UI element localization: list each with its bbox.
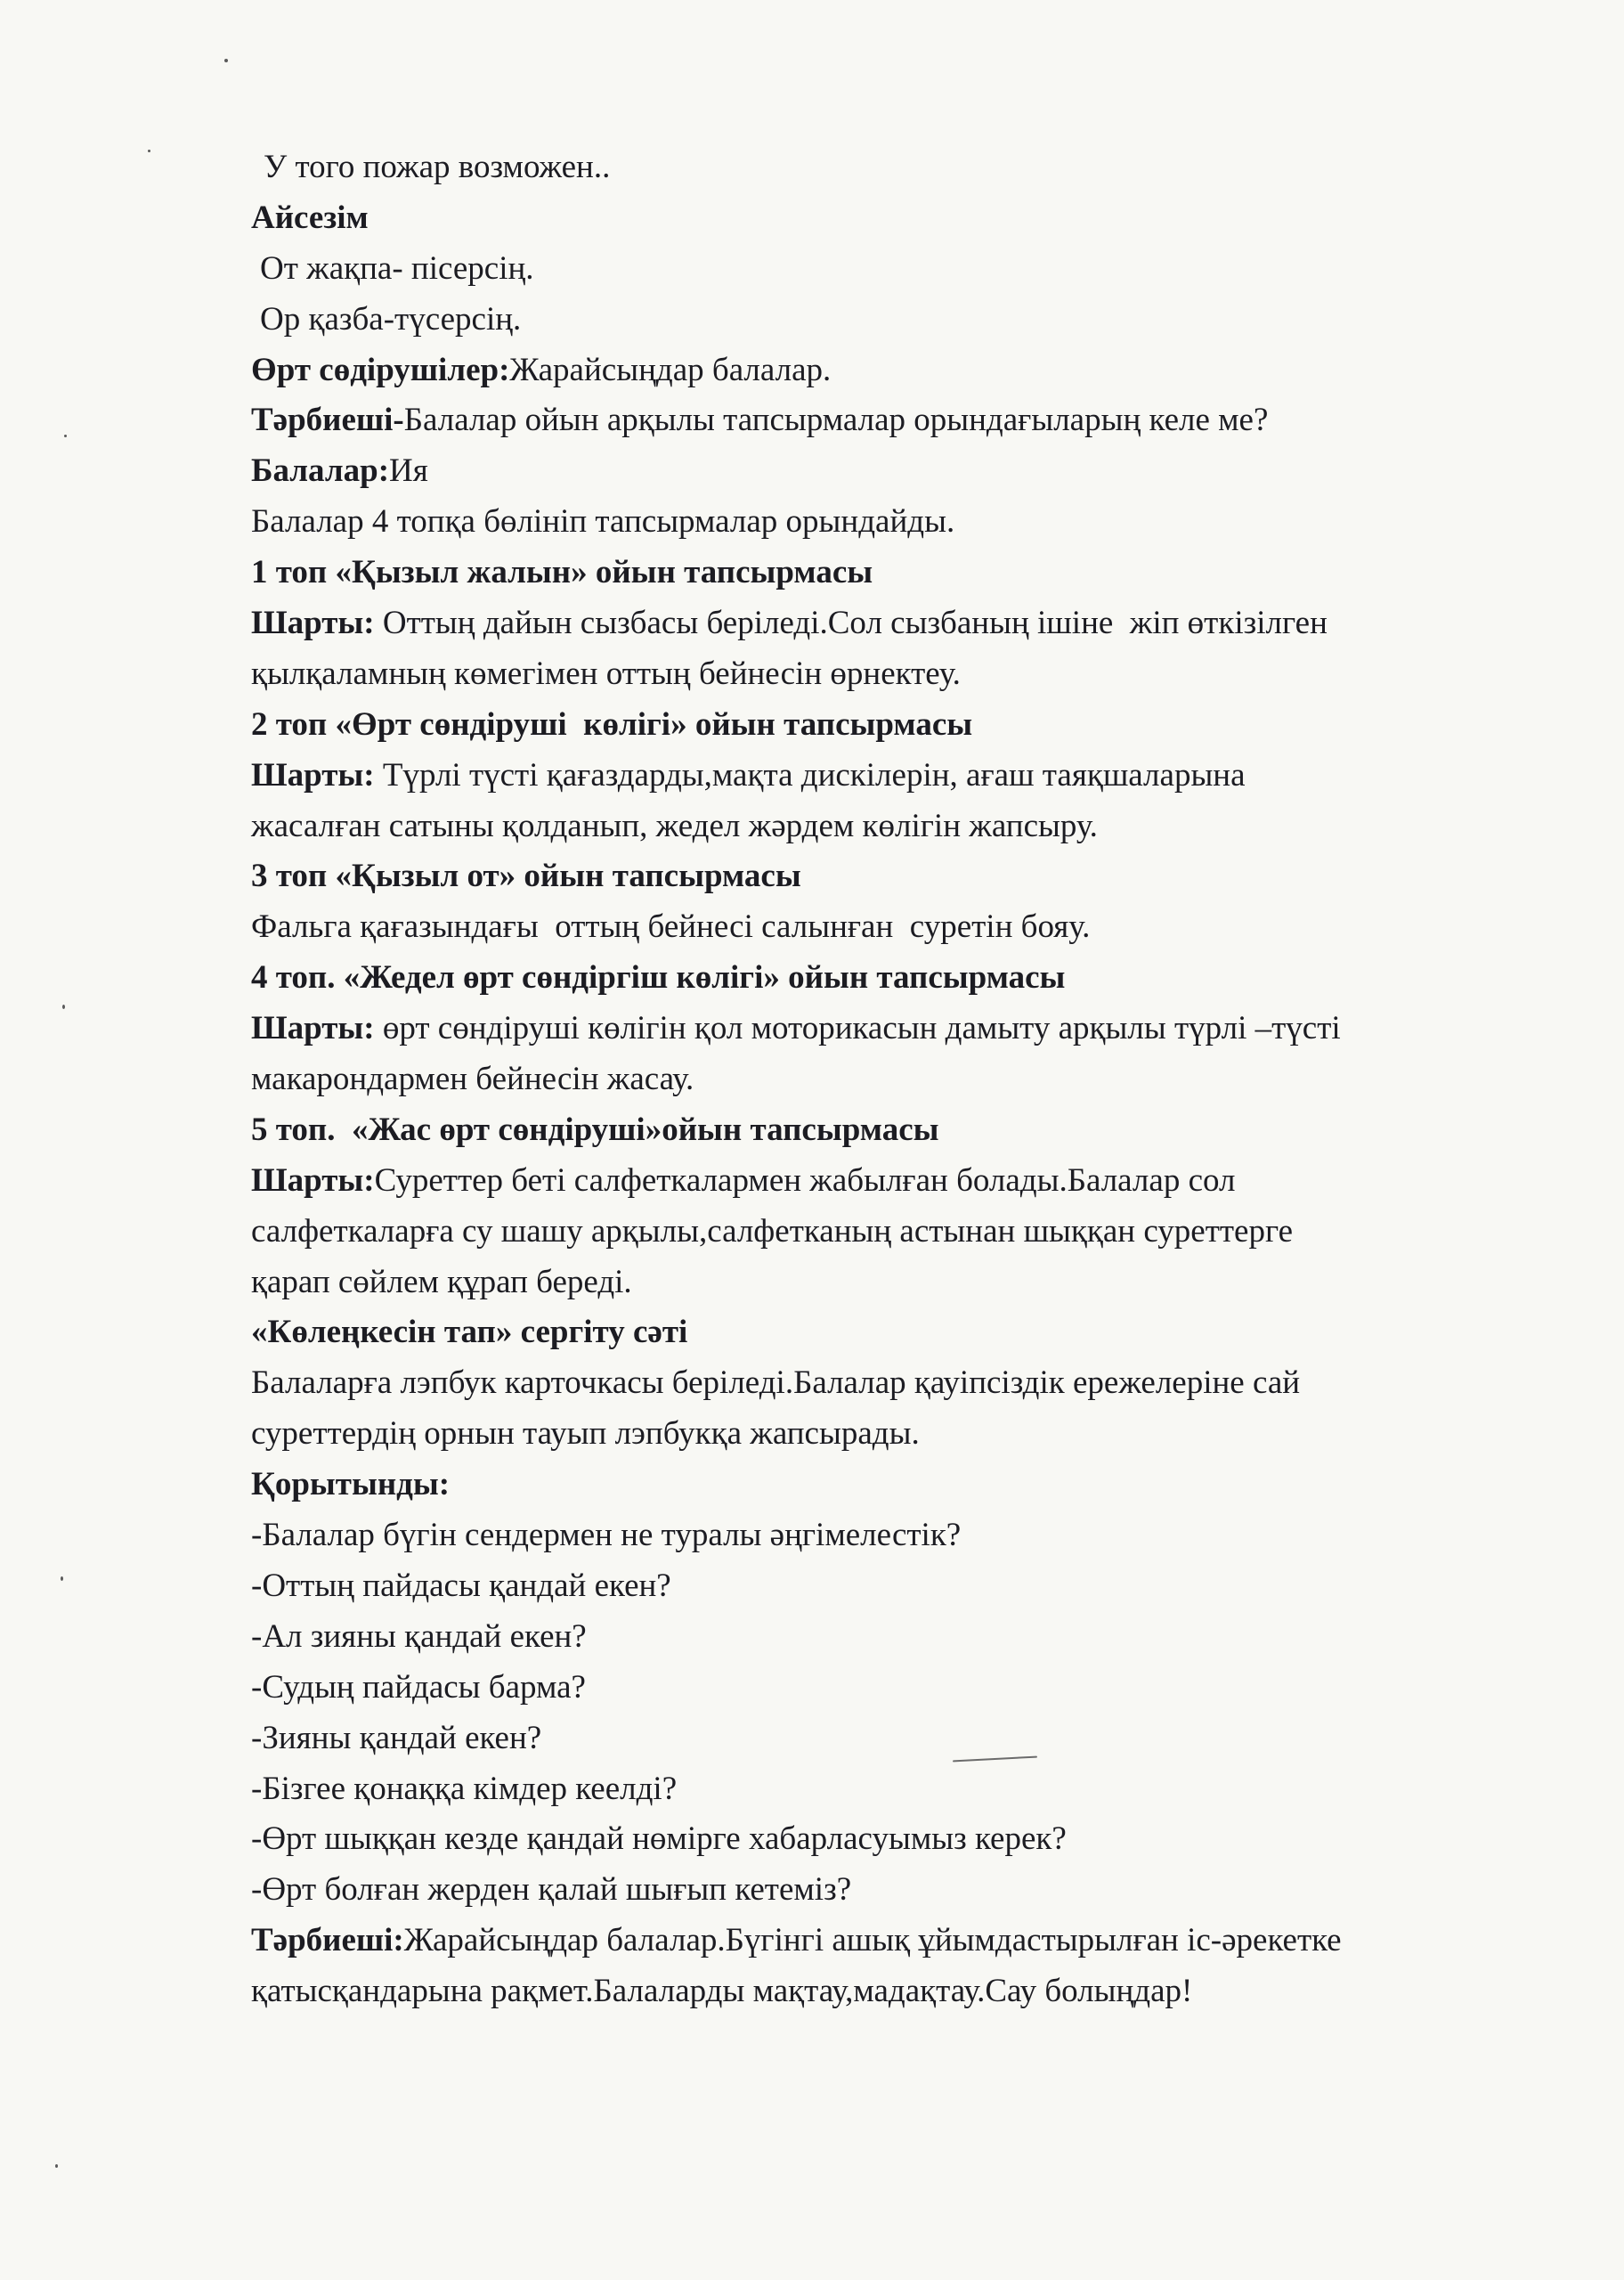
dialogue-line — [251, 346, 1524, 396]
question-line: -Өрт шыққан кезде қандай нөмірге хабарласуымыз керек? — [251, 1820, 1067, 1858]
task-heading: 1 топ «Қызыл жалын» ойын тапсырмасы — [251, 554, 873, 591]
condition-line — [251, 598, 1524, 649]
text-line: Фальга қағазындағы оттың бейнесі салынған суретін бояу. — [251, 908, 1091, 946]
scan-speck — [224, 59, 228, 62]
condition-text: Суреттер беті салфеткалармен жабылған болады.Балалар сол — [374, 1161, 1236, 1199]
dialogue-line — [251, 1916, 1524, 1966]
condition-line — [251, 1004, 1524, 1054]
text-line: қарап сөйлем құрап береді. — [251, 1263, 632, 1300]
task-heading: 5 топ. «Жас өрт сөндіруші»ойын тапсырмасы — [251, 1111, 939, 1148]
text-line: Балалар 4 топқа бөлініп тапсырмалар орындайды. — [251, 503, 955, 541]
question-line: -Бізгее қонаққа кімдер кеелді? — [251, 1770, 678, 1807]
dialogue-text: Жарайсыңдар балалар. — [509, 351, 832, 388]
text-line: макарондармен бейнесін жасау. — [251, 1061, 694, 1098]
speaker-heading: Айсезім — [251, 199, 369, 236]
dialogue-line — [251, 446, 1524, 497]
speaker-label: Өрт сөдірушілер: — [251, 351, 510, 388]
section-heading: «Көлеңкесін тап» сергіту сәті — [251, 1314, 688, 1351]
speaker-label: Тәрбиеші- — [251, 402, 404, 439]
scan-speck — [64, 435, 67, 437]
text-line: салфеткаларға су шашу арқылы,салфетканың астынан шыққан суреттерге — [251, 1212, 1294, 1250]
dialogue-text: Жарайсыңдар балалар.Бүгінгі ашық ұйымдастырылған іс-әрекетке — [403, 1922, 1342, 1959]
task-heading: 2 топ «Өрт сөндіруші көлігі» ойын тапсырмасы — [251, 705, 973, 743]
condition-text: Түрлі түсті қағаздарды,мақта дискілерін, ағаш таяқшаларына — [374, 756, 1246, 794]
dialogue-line — [251, 395, 1524, 446]
condition-label: Шарты: — [251, 1010, 375, 1047]
condition-line — [251, 1156, 1524, 1207]
speaker-label: Тәрбиеші: — [251, 1922, 404, 1959]
text-line: У того пожар возможен.. — [264, 149, 611, 185]
condition-label: Шарты: — [251, 605, 375, 642]
question-line: -Судың пайдасы барма? — [251, 1668, 586, 1706]
text-line: Ор қазба-түсерсің. — [260, 300, 522, 338]
condition-text: Оттың дайын сызбасы беріледі.Сол сызбаның ішіне жіп өткізілген — [374, 605, 1328, 642]
question-line: -Оттың пайдасы қандай екен? — [251, 1567, 671, 1604]
text-line: суреттердің орнын тауып лэпбукқа жапсырады. — [251, 1415, 920, 1453]
task-heading: 3 топ «Қызыл от» ойын тапсырмасы — [251, 858, 801, 895]
condition-text: өрт сөндіруші көлігін қол моторикасын дамыту арқылы түрлі –түсті — [374, 1010, 1341, 1047]
dialogue-text: Балалар ойын арқылы тапсырмалар орындағыларың келе ме? — [403, 402, 1269, 439]
condition-label: Шарты: — [251, 756, 375, 794]
task-heading: 4 топ. «Жедел өрт сөндіргіш көлігі» ойын тапсырмасы — [251, 959, 1066, 997]
text-line: қатысқандарына рақмет.Балаларды мақтау,мадақтау.Сау болыңдар! — [251, 1973, 1193, 2010]
document-body — [251, 142, 1524, 2017]
dialogue-text: Ия — [389, 452, 428, 490]
scan-speck — [62, 1005, 65, 1009]
question-line: -Зияны қандай екен? — [251, 1719, 542, 1756]
text-line: қылқаламның көмегімен оттың бейнесін өрнектеу. — [251, 655, 961, 692]
condition-line — [251, 751, 1524, 802]
scan-speck — [148, 150, 150, 152]
text-line: От жақпа- пісерсің. — [260, 249, 534, 287]
condition-label: Шарты: — [251, 1161, 375, 1199]
scan-speck — [55, 2164, 58, 2168]
question-line: -Өрт болған жерден қалай шығып кетеміз? — [251, 1871, 852, 1909]
section-heading: Қорытынды: — [251, 1466, 451, 1503]
question-line: -Балалар бүгін сендермен не туралы әңгімелестік? — [251, 1517, 962, 1554]
scan-speck — [61, 1576, 63, 1581]
speaker-label: Балалар: — [251, 452, 390, 490]
text-line: Балаларға лэпбук карточкасы беріледі.Балалар қауіпсіздік ережелеріне сай — [251, 1364, 1301, 1402]
text-line: жасалған сатыны қолданып, жедел жәрдем көлігін жапсыру. — [251, 807, 1098, 844]
question-line: -Ал зияны қандай екен? — [251, 1617, 587, 1655]
